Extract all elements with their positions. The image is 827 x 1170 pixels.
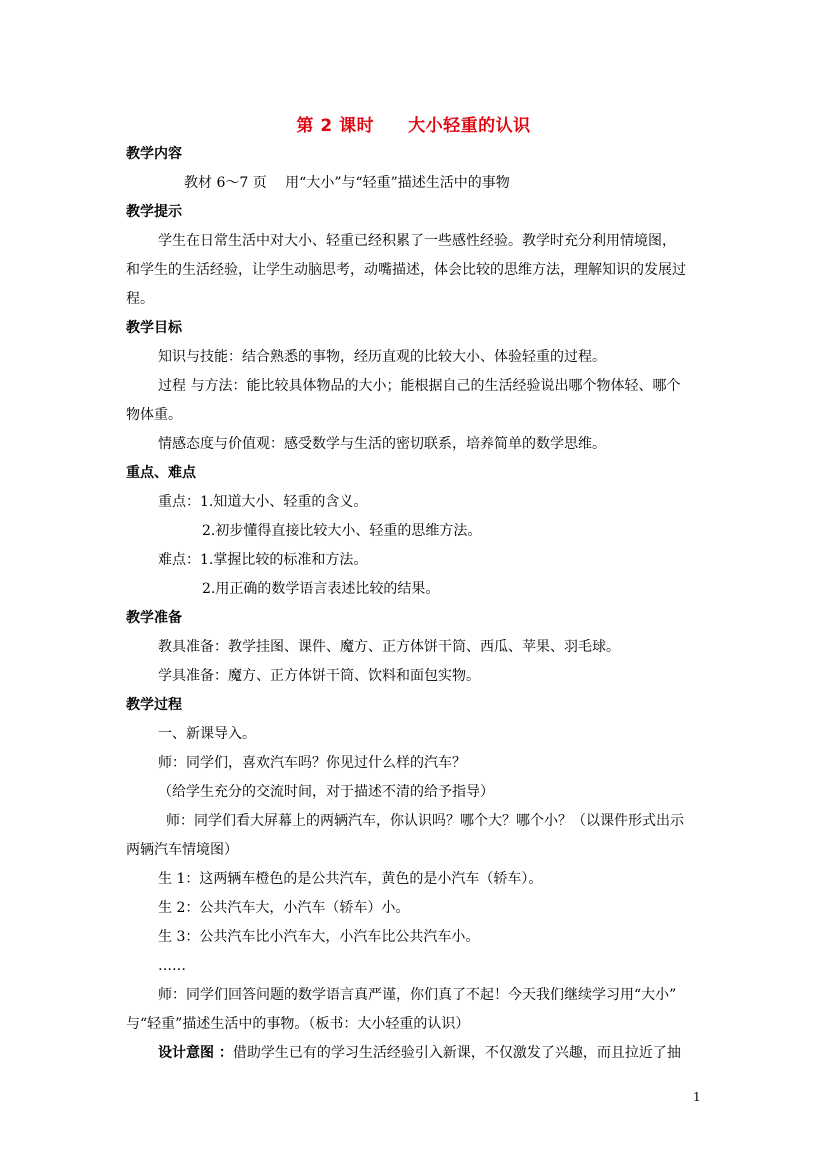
student-answer-2: 生 2：公共汽车大，小汽车（轿车）小。 [158,900,410,916]
teaching-goal-heading: 教学目标 [126,320,182,336]
teaching-hint-line-2: 和学生的生活经验，让学生动脑思考，动嘴描述，体会比较的思维方法，理解知识的发展过 [126,262,686,278]
process-teacher-screen-line-1: 师：同学们看大屏幕上的两辆汽车，你认识吗？哪个大？哪个小？（以课件形式出示 [166,813,684,829]
process-teacher-summary-line-2: 与“轻重”描述生活中的事物。（板书：大小轻重的认识） [126,1016,470,1032]
process-teacher-question: 师：同学们，喜欢汽车吗？你见过什么样的汽车？ [158,755,466,771]
teaching-content-heading: 教学内容 [126,146,182,162]
key-points-heading: 重点、难点 [126,465,196,481]
difficult-point-2: 2.用正确的数学语言表述比较的结果。 [202,581,440,597]
process-ellipsis: …… [158,958,186,974]
teaching-hint-line-3: 程。 [126,291,154,307]
goal-process-line-1: 过程 与方法：能比较具体物品的大小；能根据自己的生活经验说出哪个物体轻、哪个 [158,378,681,394]
process-teacher-summary-line-1: 师：同学们回答问题的数学语言真严谨，你们真了不起！今天我们继续学习用“大小” [158,987,677,1003]
key-point-1: 重点：1.知道大小、轻重的含义。 [158,494,368,510]
process-intro: 一、新课导入。 [158,726,256,742]
goal-attitude: 情感态度与价值观：感受数学与生活的密切联系，培养简单的数学思维。 [158,436,606,452]
process-teacher-screen-line-2: 两辆汽车情境图） [126,842,238,858]
lesson-number: 第 2 课时 [296,116,375,136]
teaching-hint-heading: 教学提示 [126,204,182,220]
difficult-point-1: 难点：1.掌握比较的标准和方法。 [158,552,368,568]
lesson-topic: 大小轻重的认识 [408,116,531,136]
goal-knowledge: 知识与技能：结合熟悉的事物，经历直观的比较大小、体验轻重的过程。 [158,349,606,365]
teaching-content-text: 教材 6～7 页 用“大小”与“轻重”描述生活中的事物 [184,175,510,191]
teaching-hint-line-1: 学生在日常生活中对大小、轻重已经积累了一些感性经验。教学时充分利用情境图， [158,233,676,249]
student-answer-3: 生 3：公共汽车比小汽车大，小汽车比公共汽车小。 [158,929,480,945]
key-point-2: 2.初步懂得直接比较大小、轻重的思维方法。 [202,523,482,539]
page-number: 1 [693,1090,701,1104]
prep-student-tools: 学具准备：魔方、正方体饼干筒、饮料和面包实物。 [158,668,480,684]
design-intent-label: 设计意图 ： [158,1045,233,1061]
student-answer-1: 生 1：这两辆车橙色的是公共汽车，黄色的是小汽车（轿车）。 [158,871,543,887]
lesson-title [0,111,827,136]
teaching-process-heading: 教学过程 [126,697,182,713]
design-intent-text: 借助学生已有的学习生活经验引入新课，不仅激发了兴趣，而且拉近了抽 [232,1045,681,1061]
design-intent [158,1044,681,1062]
goal-process-line-2: 物体重。 [126,407,182,423]
process-note: （给学生充分的交流时间，对于描述不清的给予指导） [158,784,494,800]
teaching-prep-heading: 教学准备 [126,610,182,626]
prep-teacher-tools: 教具准备：教学挂图、课件、魔方、正方体饼干筒、西瓜、苹果、羽毛球。 [158,639,620,655]
